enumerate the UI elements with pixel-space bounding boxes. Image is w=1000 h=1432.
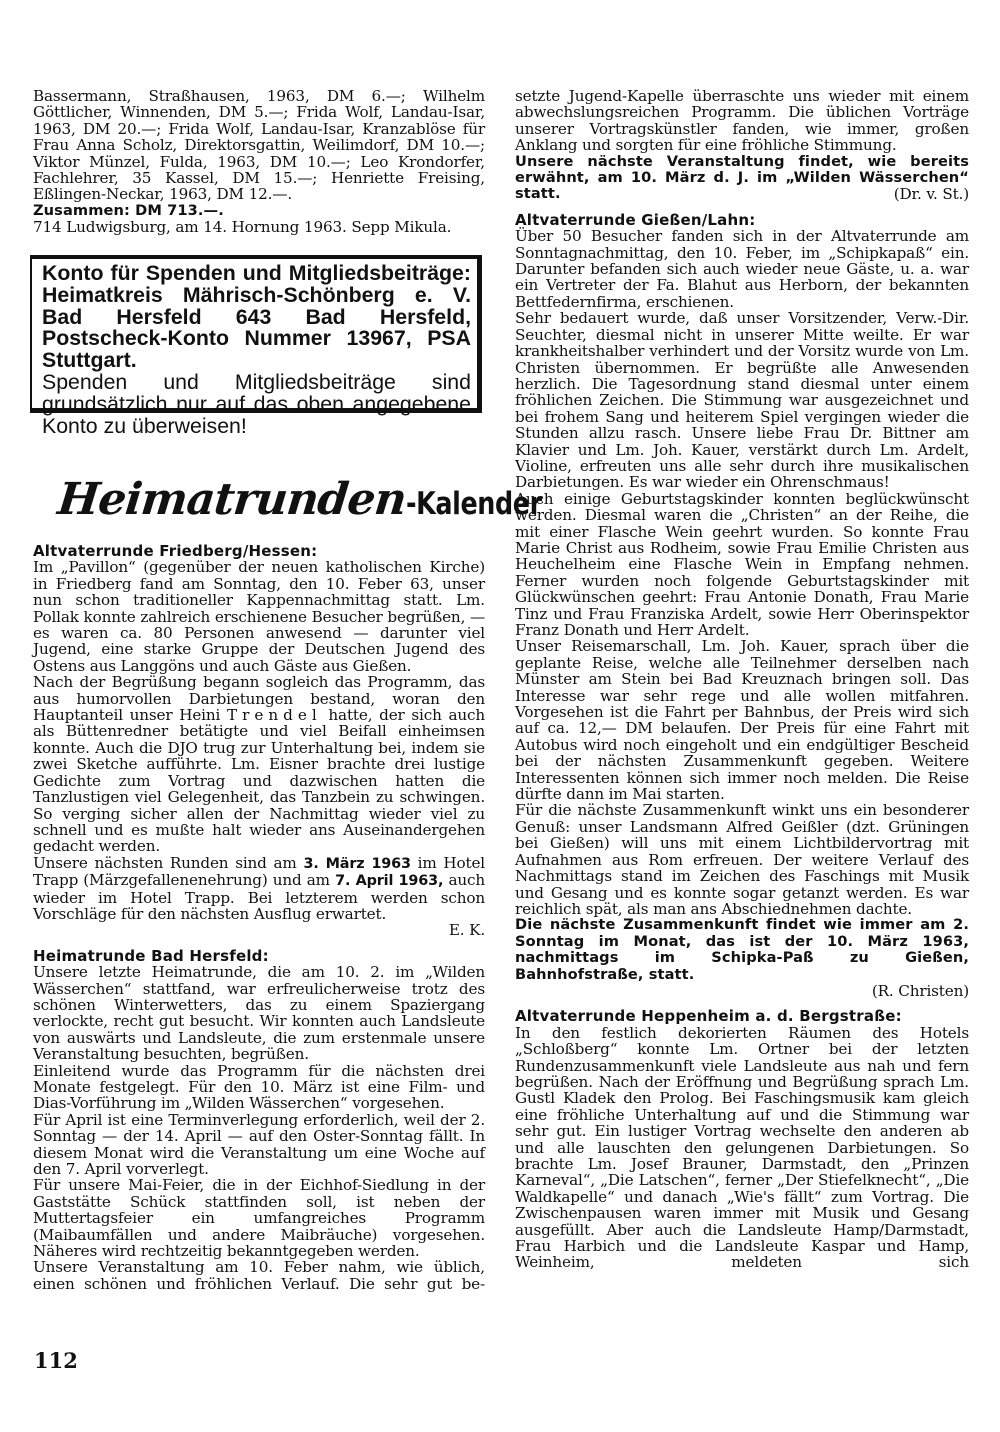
article-paragraph (33, 674, 485, 854)
article-paragraph: In den festlich dekorierten Räumen des Hotels „Schloßberg“ konnte Lm. Ortner bei der letzten Rundenzusammenkunft viele Landsleute aus nah und fern begrüßen. Nach der Eröffnung und Begrüßung sprach Lm. Gustl Kladek den Prolog. Bei Faschingsmusik kam gleich eine fröhliche Unterhaltung auf und die Stimmung war sehr gut. Ein lustiger Vortrag wechselte den anderen ab und alle lauschten den gelungenen Darbietungen. So brachte Lm. Josef Brauner, Darmstadt, den „Prinzen Karneval“, „Die Latschen“, ferner „Der Stiefelknecht“, „Die Waldkapelle“ und danach „Wie's fällt“ zum Vortrag. Die Zwischenpausen waren immer mit Musik und Gesang ausgefüllt. Aber auch die Landsleute Hamp/Darmstadt, Frau Harbich und die Landsleute Kaspar und Hamp, Weinheim, meldeten sich (515, 1023, 969, 1272)
article-signature: E. K. (448, 921, 485, 940)
article-paragraph: Über 50 Besucher fanden sich in der Altvaterrunde am Sonntagnachmittag, den 10. Feber, im „Schipkapaß“ ein. Darunter befanden sich auch wieder neue Gäste, u. a. war ein Vertreter der Fa. Blahut aus Herborn, der bekannten Bettfedernfirma, erschienen. (515, 227, 969, 311)
article-paragraph (33, 855, 485, 923)
article-paragraph: Für die nächste Zusammenkunft winkt uns ein besonderer Genuß: unser Landsmann Alfred Geißler (dzt. Grüningen bei Gießen) will uns mit einem Lichtbildervortrag mit Aufnahmen aus Rom erfreuen. Der weitere Verlauf des Nachmittags stand im Zeichen des Faschings mit Musik und Gesang und es konnte sogar getanzt werden. Es war reichlich spät, als man ans Abschiednehmen dachte. (515, 801, 969, 918)
left-column-articles (33, 543, 485, 1292)
section-title (55, 474, 571, 525)
donor-list-text: Bassermann, Straßhausen, 1963, DM 6.—; Wilhelm Göttlicher, Winnenden, DM 5.—; Frida Wolf, Landau-Isar, 1963, DM 20.—; Frida Wolf, Landau-Isar, Kranzablöse für Frau Anna Scholz, Direktorsgattin, Weilimdorf, DM 10.—; Viktor Münzel, Fulda, 1963, DM 10.—; Leo Krondorfer, Fachlehrer, 35 Kassel, DM 15.—; Henriette Freising, Eßlingen-Neckar, 1963, DM 12.—. (33, 87, 485, 204)
article-heading: Altvaterrunde Heppenheim a. d. Bergstraße: (515, 1007, 902, 1026)
article-hersfeld (33, 948, 485, 1293)
article-heading: Heimatrunde Bad Hersfeld: (33, 946, 269, 965)
date-highlight: 7. April 1963, (335, 873, 444, 890)
article-giessen (515, 212, 969, 1000)
donor-list-section (33, 88, 485, 236)
article-announcement: Die nächste Zusammenkunft findet wie immer am 2. Sonntag im Monat, das ist der 10. März 1963, nachmittags im Schipka-Paß zu Gießen, Bahnhofstraße, statt. (515, 916, 969, 983)
article-paragraph: Unser Reisemarschall, Lm. Joh. Kauer, sprach über die geplante Reise, welche alle Teilnehmer derselben nach Münster am Stein bei Bad Kreuznach bringen soll. Das Interesse war sehr rege und alle wollen mitfahren. Vorgesehen ist die Fahrt per Bahnbus, der Preis wird sich auf ca. 12,— DM belaufen. Der Preis für eine Fahrt mit Autobus wird noch eingeholt und ein endgültiger Bescheid bei der nächsten Zusammenkunft gegeben. Weitere Interessenten können sich immer noch melden. Die Reise dürfte dann im Mai starten. (515, 637, 969, 804)
article-paragraph: Auch einige Geburtstagskinder konnten beglückwünscht werden. Diesmal waren die „Christen“ an der Reihe, die mit einer Flasche Wein geehrt wurden. So konnte Frau Marie Christ aus Rodheim, sowie Frau Emilie Christen aus Heuchelheim eine Flasche Wein in Empfang nehmen. Ferner wurden noch folgende Geburtstagskinder mit Glückwünschen geehrt: Frau Antonie Donath, Frau Marie Tinz und Frau Franziska Ardelt, sowie Herr Oberinspektor Franz Donath und Herr Ardelt. (515, 489, 969, 640)
text-run: Unsere nächsten Runden sind am (33, 853, 304, 872)
article-signature: (Dr. v. St.) (893, 185, 969, 204)
article-friedberg (33, 543, 485, 939)
section-title-rest: -Kalender (405, 486, 542, 522)
text-run: Nach der Begrüßung begann sogleich das Programm, das aus humorvollen Darbietungen bestand, woran den Hauptanteil unser Heini (33, 673, 485, 725)
article-heading: Altvaterrunde Gießen/Lahn: (515, 210, 756, 229)
article-paragraph: Unsere Veranstaltung am 10. Feber nahm, wie üblich, einen schönen und fröhlichen Verlauf. Die sehr gut be- (33, 1258, 485, 1293)
name-spaced: Trendel (226, 706, 322, 725)
article-paragraph: setzte Jugend-Kapelle überraschte uns wieder mit einem abwechslungsreichen Programm. Die üblichen Vorträge unserer Vortragskünstler fanden, wie immer, großen Anklang und sorgten für eine fröhliche Stimmung. (515, 87, 969, 155)
text-run: auch wieder im Hotel Trapp. Bei letzterem werden schon Vorschläge für den nächsten Ausflug erwartet. (33, 871, 485, 923)
text-run: hatte, der sich auch als Büttenredner betätigte und viel Beifall einheimsen konnte. Auch die DJO trug zur Unterhaltung bei, indem sie zwei Sketche aufführte. Lm. Eisner brachte drei lustige Gedichte zum Vortrag und dazwischen hatten die Tanzlustigen viel Gelegenheit, das Tanzbein zu schwingen. So verging sicher allen der Nachmittag wieder viel zu schnell und es mußte halt wieder ans Auseinandergehen gedacht werden. (33, 706, 485, 856)
account-details: Konto für Spenden und Mitgliedsbeiträge: Heimatkreis Mährisch-Schönberg e. V. Bad Hersfeld 643 Bad Hersfeld, Postscheck-Konto Nummer 13967, PSA Stuttgart. (42, 261, 471, 373)
donor-total: Zusammen: DM 713.—. (33, 201, 224, 219)
right-column-articles (515, 88, 969, 1271)
article-signature: (R. Christen) (871, 981, 969, 1000)
section-title-script: Heimatrunden (55, 474, 409, 525)
article-heppenheim (515, 1008, 969, 1271)
text-run: im Hotel Trapp (Märzgefallenenehrung) und am (33, 853, 485, 890)
article-paragraph: Für April ist eine Terminverlegung erforderlich, weil der 2. Sonntag — der 14. April — auf den Oster-Sonntag fällt. In diesem Monat wird die Veranstaltung um eine Woche auf den 7. April vorverlegt. (33, 1110, 485, 1179)
date-highlight: 3. März 1963 (303, 855, 411, 872)
article-paragraph: Sehr bedauert wurde, daß unser Vorsitzender, Verw.-Dir. Seuchter, diesmal nicht in unserer Mitte weilte. Er war krankheitshalber verhindert und der Vorsitz wurde von Lm. Christen übernommen. Er begrüßte alle Anwesenden herzlich. Die Tagesordnung stand diesmal unter einem fröhlichen Zeichen. Die Stimmung war ausgezeichnet und bei frohem Sang und heiterem Spiel vergingen wieder die Stunden allzu rasch. Unsere liebe Frau Dr. Bittner am Klavier und Lm. Joh. Kauer, verstärkt durch Lm. Ardelt, Violine, erfreuten uns alle sehr durch ihre musikalischen Darbietungen. Es war wieder ein Ohrenschmaus! (515, 309, 969, 492)
article-paragraph: Einleitend wurde das Programm für die nächsten drei Monate festgelegt. Für den 10. März ist eine Film- und Dias-Vorführung im „Wilden Wässerchen“ vorgesehen. (33, 1061, 485, 1113)
account-instruction: Spenden und Mitgliedsbeiträge sind grundsätzlich nur auf das oben angegebene Konto zu überweisen! (42, 369, 471, 438)
account-notice-box (30, 255, 482, 438)
article-hersfeld-continued (515, 88, 969, 203)
page-number: 112 (34, 1348, 78, 1373)
article-heading: Altvaterrunde Friedberg/Hessen: (33, 542, 318, 560)
article-paragraph: Im „Pavillon“ (gegenüber der neuen katholischen Kirche) in Friedberg fand am Sonntag, den 10. Feber 63, unser nun schon traditioneller Kappennachmittag statt. Lm. Pollak konnte zahlreich erschienene Besucher begrüßen, — es waren ca. 80 Personen anwesend — darunter viel Jugend, eine starke Gruppe der Deutschen Jugend des Ostens aus Langgöns und auch Gäste aus Gießen. (33, 558, 485, 675)
donor-signoff: 714 Ludwigsburg, am 14. Hornung 1963. Sepp Mikula. (33, 218, 452, 237)
article-paragraph: Unsere letzte Heimatrunde, die am 10. 2. im „Wilden Wässerchen“ stattfand, war erfreulicherweise trotz des schönen Winterwetters, das zu einem Spaziergang verlockte, recht gut besucht. Wir konnten auch Landsleute von auswärts und Landsleute, die zum erstenmale unsere Veranstaltung besuchten, begrüßen. (33, 963, 485, 1064)
article-paragraph: Für unsere Mai-Feier, die in der Eichhof-Siedlung in der Gaststätte Schück stattfinden soll, ist neben der Muttertagsfeier ein umfangreiches Programm (Maibaumfällen und andere Maibräuche) vorgesehen. Näheres wird rechtzeitig bekanntgegeben werden. (33, 1176, 485, 1261)
article-announcement: Unsere nächste Veranstaltung findet, wie bereits erwähnt, am 10. März d. J. im „Wilden Wässerchen“ statt. (515, 152, 969, 203)
